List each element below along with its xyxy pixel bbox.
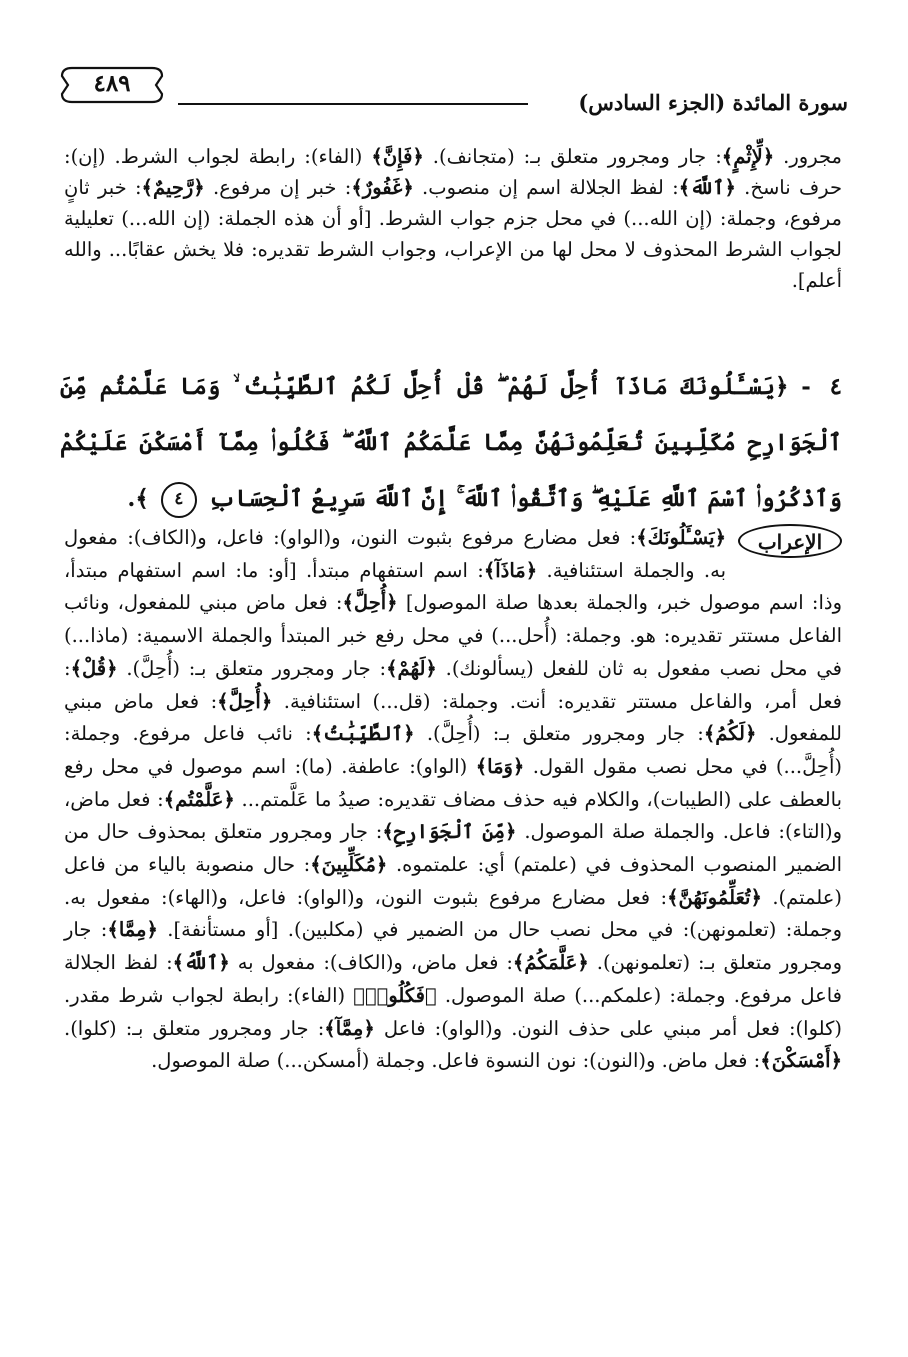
page-header (58, 60, 848, 116)
quran-quote: ﴿مِمَّا﴾ (107, 918, 158, 942)
quran-quote: ﴿مِمَّآ﴾ (324, 1016, 375, 1040)
quran-quote: ﴿تُعَلِّمُونَهُنَّ﴾ (667, 885, 762, 909)
text-run: : فعل ماض. و(النون): نون النسوة فاعل. وجملة (أمسكن...) صلة الموصول. (151, 1049, 761, 1073)
text-run: : لفظ الجلالة فاعل مرفوع. وجملة: (علمكم...) صلة الموصول. (64, 951, 842, 1007)
text-run: : فعل أمر، والفاعل مستتر تقديره: أنت. وجملة: (قل...) استئنافية. (64, 656, 843, 713)
text-run: : اسم استفهام مبتدأ. [أو: ما: اسم استفهام مبتدأ، وذا: اسم موصول خبر، والجملة بعدها صلة الموصول] (64, 558, 842, 615)
i3rab-paragraph (64, 526, 842, 1072)
quran-quote: ﴿أُحِلَّ﴾ (217, 689, 273, 713)
quran-quote: ﴿غَفُورٌ﴾ (351, 176, 414, 199)
header-rule (178, 103, 528, 105)
text-run: : نائب فاعل مرفوع. وجملة: (أُحِلَّ...) في محل نصب مقول القول. (64, 722, 842, 778)
quran-quote: ﴿مِّنَ ٱلْجَوَارِحِ﴾ (382, 820, 517, 844)
text-run: : فعل ماض، و(التاء): فاعل. والجملة صلة الموصول. (64, 787, 842, 844)
text-run: : جار ومجرور متعلق بـ: (تعلمونهن). (64, 918, 842, 975)
text-run: : فعل ماض مبني للمفعول. (64, 689, 842, 746)
text-run: : لفظ الجلالة اسم إن منصوب. (413, 176, 679, 199)
quran-quote: ﴿ٱلطَّيِّبَٰتُ﴾ (311, 722, 415, 746)
verse-closing: ﴾. (127, 485, 149, 512)
quran-quote: ﴿فَإِنَّ﴾ (371, 145, 424, 168)
paragraph-continuation (64, 141, 842, 296)
quran-quote: ﴿ٱللَّهُ﴾ (172, 951, 230, 975)
text-run: (الفاء): رابطة لجواب الشرط. (إن): حرف ناسخ. (64, 145, 843, 199)
text-run: : جار ومجرور متعلق بـ: (أُحِلَّ). (414, 722, 704, 746)
quran-quote: ﴿مُكَلِّبِينَ﴾ (310, 853, 388, 877)
quran-quote: ﴿يَسْـَٔلُونَكَ﴾ (636, 526, 726, 549)
text-run: (الفاء): رابطة لجواب شرط مقدر. (كلوا): فعل أمر مبني على حذف النون. و(الواو): فاعل (64, 983, 842, 1040)
i3rab-section (64, 522, 842, 1078)
text-run: : حال منصوبة بالياء من فاعل (علمتم). (64, 853, 842, 909)
text-run: : جار ومجرور متعلق بـ: (كلوا). (64, 1016, 325, 1040)
quran-quote: ﴿رَّحِيمٌ﴾ (141, 176, 205, 199)
quran-quote: ﴿لَكُمُ﴾ (703, 722, 757, 746)
page-title: سورة المائدة (الجزء السادس) (578, 90, 848, 115)
quran-quote: ﴿فَكُلُوا۟﴾ (353, 983, 437, 1007)
quran-quote: ﴿عَلَّمْتُم﴾ (163, 787, 235, 811)
verse-text: ﴿يَسْـَٔلُونَكَ مَاذَآ أُحِلَّ لَهُمْ ۖ قُلْ أُحِلَّ لَكُمُ ٱلطَّيِّبَٰتُ ۙ وَمَا عَلَّمْتُم مِّنَ ٱلْجَوَارِحِ مُكَلِّبِينَ تُعَلِّمُونَهُنَّ مِمَّا عَلَّمَكُمُ ٱللَّهُ ۖ فَكُلُوا۟ مِمَّآ أَمْسَكْنَ عَلَيْكُمْ وَٱذْكُرُوا۟ ٱسْمَ ٱللَّهِ عَلَيْهِ ۖ وَٱتَّقُوا۟ ٱللَّهَ ۚ إِنَّ ٱللَّهَ سَرِيعُ ٱلْحِسَابِ (60, 373, 842, 512)
quran-quote: ﴿لِّإِثْمٍ﴾ (721, 145, 775, 168)
text-run: : خبر ثانٍ مرفوع، وجملة: (إن الله...) في محل جزم جواب الشرط. [أو أن هذه الجملة: (إن الله...) تعليلية لجواب الشرط المحذوف لا محل لها من الإعراب، وجواب الشرط تقديره: فلا يخش عقابًا... والله أعلم]. (64, 176, 842, 292)
text-run: : فعل ماض، و(الكاف): مفعول به (229, 951, 513, 975)
quran-quote: ﴿عَلَّمَكُمُ﴾ (512, 951, 589, 975)
i3rab-label-badge: الإعراب (738, 524, 842, 558)
text-run: : خبر إن مرفوع. (204, 176, 352, 199)
verse-number: ٤ (829, 373, 842, 400)
quran-quote: ﴿قُلْ﴾ (70, 656, 118, 680)
quran-quote: ﴿أَمْسَكْنَ﴾ (760, 1049, 842, 1073)
ayah-end-marker: ٤ (161, 482, 197, 518)
text-run: : جار ومجرور متعلق بمحذوف حال من الضمير المنصوب المحذوف في (علمتم) أي: علمتموه. (64, 820, 842, 877)
text-run: مجرور. (774, 145, 842, 168)
page-number: ٤٨٩ (93, 70, 131, 97)
quran-quote: ﴿مَاذَآ﴾ (483, 558, 538, 582)
quran-quote: ﴿وَمَا﴾ (475, 754, 525, 778)
text-run: : فعل مضارع مرفوع بثبوت النون، و(الواو): فاعل، و(الهاء): مفعول به. وجملة: (تعلمونهن): في محل نصب حال من الضمير في (مكلبين). [أو مستأنفة]. (64, 885, 843, 942)
page-number-frame (58, 64, 166, 106)
text-run: : فعل ماض مبني للمفعول، ونائب الفاعل مستتر تقديره: هو. وجملة: (أُحل...) في محل رفع خبر المبتدأ والجملة الاسمية: (ماذا...) في محل نصب مفعول به ثان للفعل (يسألونك). (64, 591, 842, 680)
text-run: : جار ومجرور متعلق بـ: (أُحِلَّ). (117, 656, 387, 680)
quran-quote: ﴿لَهُمْ﴾ (386, 656, 437, 680)
text-run: : فعل مضارع مرفوع بثبوت النون، و(الواو): فاعل، و(الكاف): مفعول به. والجملة استئنافية. (64, 526, 726, 582)
quran-quote: ﴿أُحِلَّ﴾ (342, 591, 398, 615)
text-run: (الواو): عاطفة. (ما): اسم موصول في محل رفع بالعطف على (الطيبات)، والكلام فيه حذف مضاف تقديره: صيدُ ما عَلَّمتم... (64, 754, 842, 811)
quran-quote: ﴿ٱللَّهَ﴾ (678, 176, 736, 199)
text-run: : جار ومجرور متعلق بـ: (متجانف). (423, 145, 722, 168)
quran-verse: ٤ - ﴿يَسْـَٔلُونَكَ مَاذَآ أُحِلَّ لَهُمْ ۖ قُلْ أُحِلَّ لَكُمُ ٱلطَّيِّبَٰتُ ۙ وَمَا عَلَّمْتُم مِّنَ ٱلْجَوَارِحِ مُكَلِّبِينَ تُعَلِّمُونَهُنَّ مِمَّا عَلَّمَكُمُ ٱللَّهُ ۖ فَكُلُوا۟ مِمَّآ أَمْسَكْنَ عَلَيْكُمْ وَٱذْكُرُوا۟ ٱسْمَ ٱللَّهِ عَلَيْهِ ۖ وَٱتَّقُوا۟ ٱللَّهَ ۚ إِنَّ ٱللَّهَ سَرِيعُ ٱلْحِسَابِ ٤ ﴾. (60, 359, 842, 527)
